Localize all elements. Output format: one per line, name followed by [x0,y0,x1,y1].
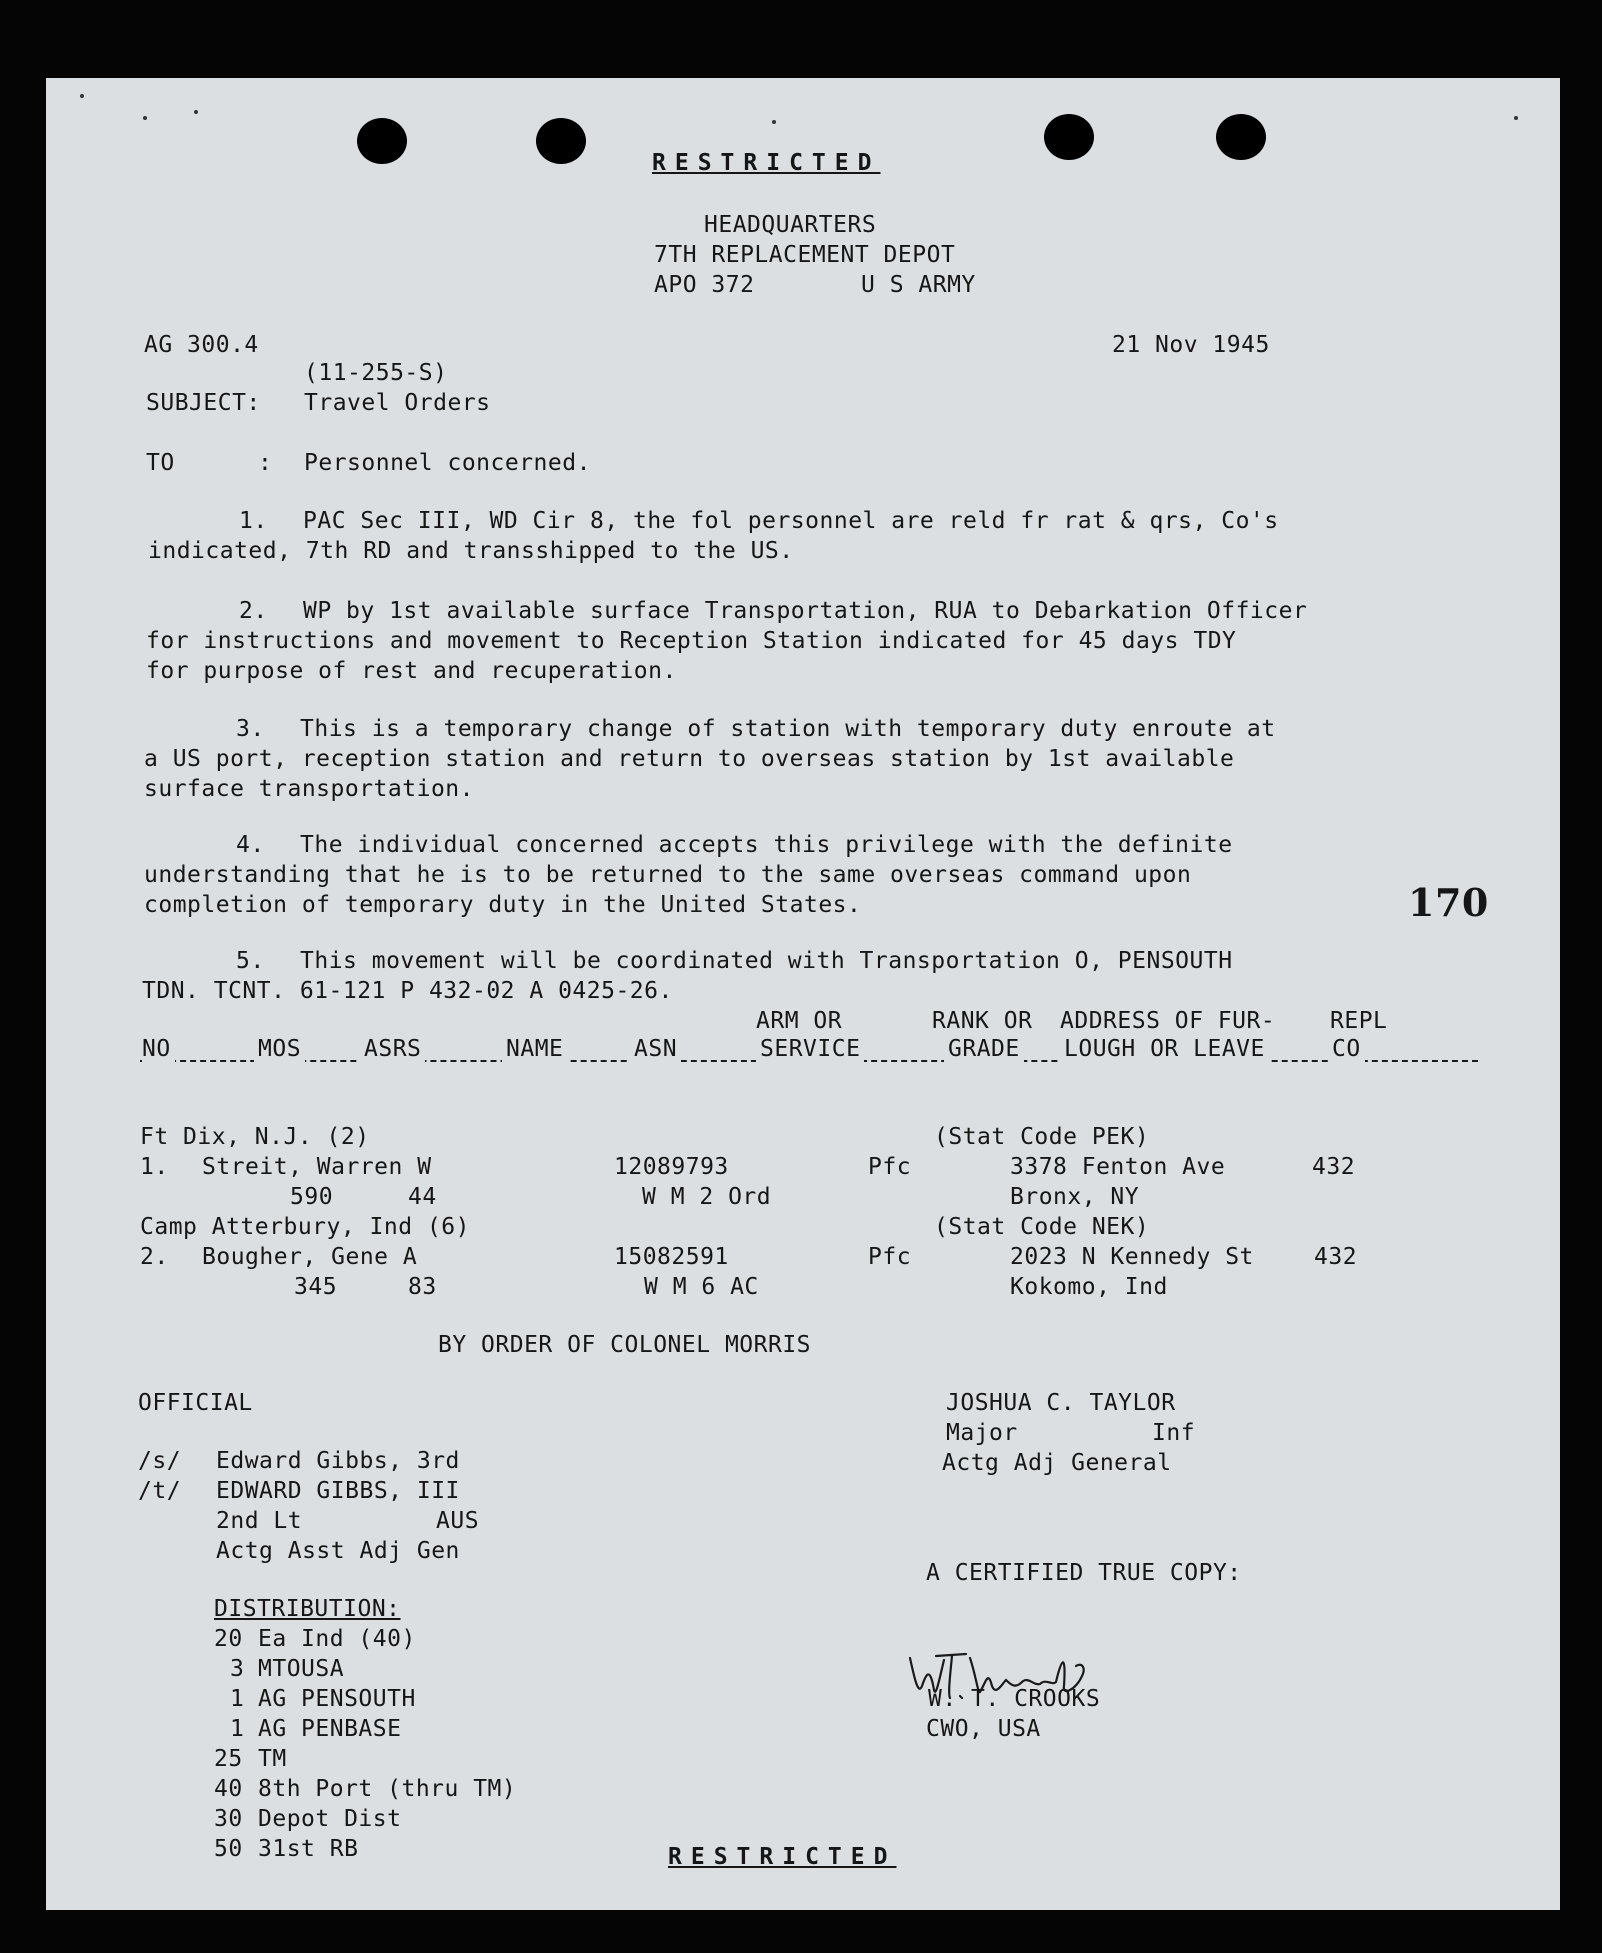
col-addr-bottom: LOUGH OR LEAVE [1060,1034,1269,1064]
stat-code: (Stat Code NEK) [934,1214,1150,1240]
entry-service: W M 2 Ord [642,1184,772,1210]
order-date: 21 Nov 1945 [1112,332,1270,358]
col-asn: ASN [630,1034,681,1064]
distribution-qty: 1 [230,1716,245,1742]
paragraph-3-line: a US port, reception station and return to overseas station by 1st available [144,746,1235,772]
commander-rank: Major [946,1420,1018,1446]
entry-address: 3378 Fenton Ave [1010,1154,1226,1180]
entry-service: W M 6 AC [644,1274,759,1300]
subject-text: Travel Orders [304,390,491,416]
col-name: NAME [502,1034,567,1064]
col-arm-top: ARM OR [756,1008,843,1034]
commander-name: JOSHUA C. TAYLOR [946,1390,1176,1416]
official-label: OFFICIAL [138,1390,253,1416]
stat-code: (Stat Code PEK) [934,1124,1150,1150]
paragraph-2-number: 2. [239,598,268,624]
paragraph-3-line: This is a temporary change of station with temporary duty enroute at [300,716,1276,742]
speck [772,120,776,124]
distribution-qty: 20 [214,1626,243,1652]
paragraph-5-number: 5. [236,948,265,974]
hq-line: HEADQUARTERS [704,212,877,238]
punch-hole-1 [357,118,407,164]
paragraph-3-number: 3. [236,716,265,742]
official-branch: AUS [436,1508,480,1534]
entry-address: Kokomo, Ind [1010,1274,1168,1300]
entry-asn: 15082591 [614,1244,729,1270]
army-line: U S ARMY [861,272,976,298]
entry-name: Streit, Warren W [202,1154,432,1180]
paragraph-1-number: 1. [239,508,268,534]
typed-name: EDWARD GIBBS, III [216,1478,460,1504]
official-title: Actg Asst Adj Gen [216,1538,460,1564]
commander-branch: Inf [1152,1420,1196,1446]
official-rank: 2nd Lt [216,1508,303,1534]
entry-address: Bronx, NY [1010,1184,1140,1210]
distribution-to: TM [258,1746,287,1772]
certifier-rank: CWO, USA [926,1716,1041,1742]
paragraph-5-line: This movement will be coordinated with Transportation O, PENSOUTH [300,948,1233,974]
speck [80,94,84,98]
entry-asn: 12089793 [614,1154,729,1180]
col-repl-bottom: CO [1328,1034,1365,1064]
paragraph-1-line: PAC Sec III, WD Cir 8, the fol personnel are reld fr rat & qrs, Co's [303,508,1279,534]
punch-hole-4 [1216,114,1266,160]
entry-rank: Pfc [868,1154,912,1180]
typed-mark: /t/ [138,1478,182,1504]
file-number: AG 300.4 [144,332,259,358]
distribution-to: 8th Port (thru TM) [258,1776,517,1802]
apo-line: APO 372 [654,272,755,298]
order-number: (11-255-S) [304,360,448,386]
entry-name: Bougher, Gene A [202,1244,418,1270]
certifier-name: W. T. CROOKS [928,1686,1101,1712]
entry-number: 1. [140,1154,169,1180]
distribution-qty: 25 [214,1746,243,1772]
subject-label: SUBJECT: [146,390,261,416]
entry-repl-co: 432 [1312,1154,1356,1180]
paragraph-2-line: WP by 1st available surface Transportation, RUA to Debarkation Officer [303,598,1308,624]
to-text: Personnel concerned. [304,450,591,476]
distribution-to: AG PENSOUTH [258,1686,416,1712]
punch-hole-2 [536,118,586,164]
station-heading: Ft Dix, N.J. (2) [140,1124,370,1150]
classification-top: RESTRICTED [652,150,881,176]
document-page [46,78,1560,1910]
distribution-to: MTOUSA [258,1656,345,1682]
paragraph-1-line: indicated, 7th RD and transshipped to the US. [148,538,794,564]
entry-repl-co: 432 [1314,1244,1358,1270]
paragraph-2-line: for purpose of rest and recuperation. [146,658,677,684]
distribution-qty: 30 [214,1806,243,1832]
entry-mos: 345 [294,1274,338,1300]
speck [143,116,147,120]
classification-bottom: RESTRICTED [668,1844,897,1870]
station-heading: Camp Atterbury, Ind (6) [140,1214,470,1240]
paragraph-4-line: completion of temporary duty in the United States. [144,892,862,918]
page-number: 170 [1408,880,1489,925]
certification-text: A CERTIFIED TRUE COPY: [926,1560,1242,1586]
commander-title: Actg Adj General [942,1450,1172,1476]
distribution-to: AG PENBASE [258,1716,402,1742]
distribution-qty: 1 [230,1686,245,1712]
to-colon: : [258,450,273,476]
signed-mark: /s/ [138,1448,182,1474]
col-repl-top: REPL [1330,1008,1388,1034]
col-arm-bottom: SERVICE [756,1034,864,1064]
col-rank-bottom: GRADE [944,1034,1024,1064]
entry-address: 2023 N Kennedy St [1010,1244,1254,1270]
entry-mos: 590 [290,1184,334,1210]
col-mos: MOS [254,1034,305,1064]
distribution-to: 31st RB [258,1836,359,1862]
col-rank-top: RANK OR [932,1008,1033,1034]
entry-asrs: 83 [408,1274,437,1300]
paragraph-4-line: The individual concerned accepts this privilege with the definite [300,832,1233,858]
signed-name: Edward Gibbs, 3rd [216,1448,460,1474]
speck [1514,116,1518,120]
speck [194,110,198,114]
distribution-to: Ea Ind (40) [258,1626,416,1652]
col-addr-top: ADDRESS OF FUR- [1060,1008,1276,1034]
punch-hole-3 [1044,114,1094,160]
col-asrs: ASRS [360,1034,425,1064]
col-no: NO [142,1034,175,1064]
distribution-label: DISTRIBUTION: [214,1596,401,1622]
paragraph-5-line: TDN. TCNT. 61-121 P 432-02 A 0425-26. [142,978,673,1004]
distribution-qty: 50 [214,1836,243,1862]
entry-number: 2. [140,1244,169,1270]
paragraph-4-number: 4. [236,832,265,858]
order-authority: BY ORDER OF COLONEL MORRIS [438,1332,812,1358]
entry-asrs: 44 [408,1184,437,1210]
to-label: TO [146,450,175,476]
paragraph-2-line: for instructions and movement to Reception Station indicated for 45 days TDY [146,628,1237,654]
paragraph-3-line: surface transportation. [144,776,474,802]
distribution-to: Depot Dist [258,1806,402,1832]
distribution-qty: 3 [230,1656,245,1682]
entry-rank: Pfc [868,1244,912,1270]
distribution-qty: 40 [214,1776,243,1802]
paragraph-4-line: understanding that he is to be returned to the same overseas command upon [144,862,1192,888]
unit-line: 7TH REPLACEMENT DEPOT [654,242,956,268]
